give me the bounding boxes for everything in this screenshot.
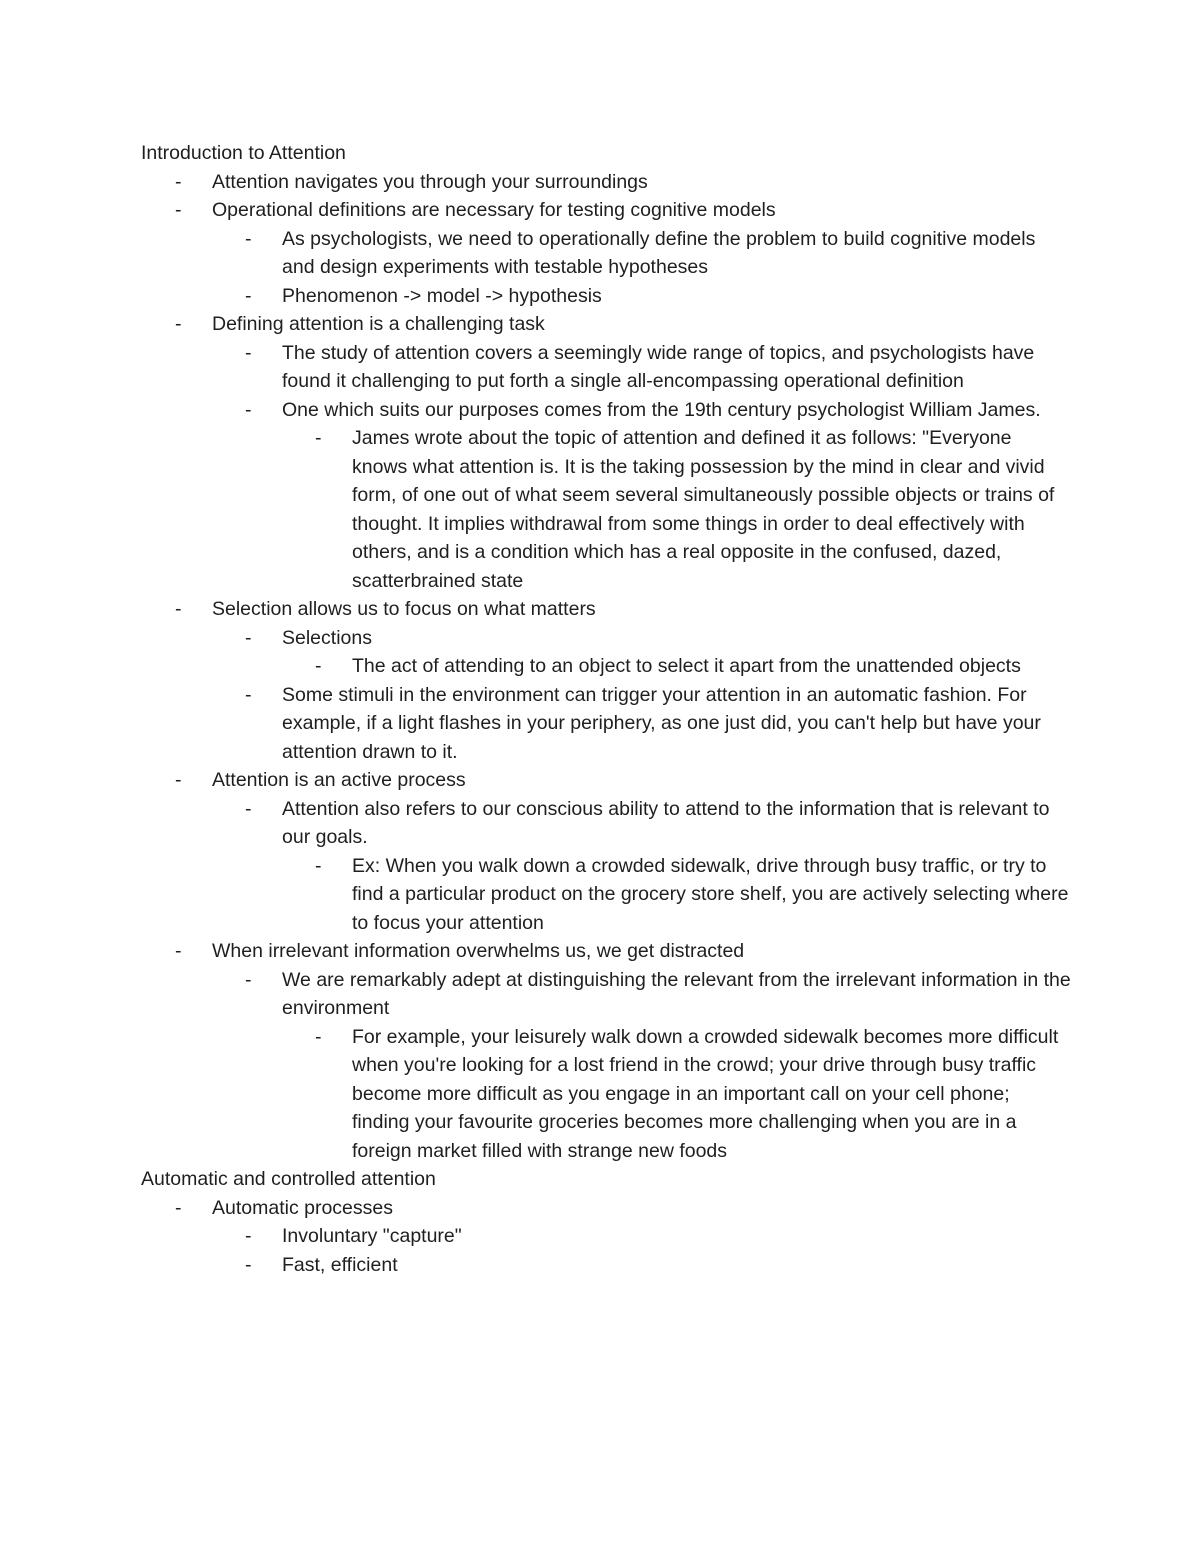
bullet-dash: - [175,940,182,962]
bullet-dash: - [175,1196,182,1219]
list-item-text: Attention also refers to our conscious ability to attend to the information that is relevant to our goals. [282,797,1050,848]
list-item [175,310,1071,595]
list-item [175,168,1071,197]
list-item-text: Phenomenon -> model -> hypothesis [282,284,602,307]
list-item-text: Selections [282,626,372,649]
bullet-dash: - [175,170,182,193]
list-item [315,652,1071,681]
bullet-dash: - [245,227,252,250]
bullet-dash: - [315,655,322,677]
list-item [245,966,1071,1166]
bullet-list-level-2 [212,795,1071,938]
outline-section [141,139,1071,1165]
section-heading: Introduction to Attention [141,142,346,164]
bullet-list-level-3 [282,852,1071,938]
bullet-dash: - [245,1225,252,1247]
list-item-text: Ex: When you walk down a crowded sidewalk, drive through busy traffic, or try to find a particular product on the grocery store shelf, you are actively selecting where to focus your attention [352,854,1069,934]
bullet-list-level-2 [212,966,1071,1166]
list-item [245,681,1071,767]
bullet-list-level-2 [212,225,1071,311]
list-item-text: When irrelevant information overwhelms us, we get distracted [212,940,745,962]
list-item [245,282,1071,311]
list-item [245,225,1071,282]
bullet-dash: - [245,797,252,820]
list-item [175,766,1071,937]
list-item [245,795,1071,938]
bullet-list-level-3 [282,652,1071,681]
list-item-text: Fast, efficient [282,1253,398,1276]
list-item [245,396,1071,596]
bullet-list-level-2 [212,339,1071,596]
list-item [175,595,1071,766]
list-item-text: Selection allows us to focus on what matters [212,598,596,620]
document-body [141,139,1071,1279]
section-heading: Automatic and controlled attention [141,1168,436,1190]
bullet-list-level-3 [282,424,1071,595]
bullet-dash: - [175,313,182,335]
outline-section [141,1165,1071,1279]
bullet-list-level-3 [282,1023,1071,1166]
list-item [315,852,1071,938]
bullet-dash: - [315,1025,322,1048]
list-item-text: Some stimuli in the environment can trigger your attention in an automatic fashion. For example, if a light flashes in your periphery, as one just did, you can't help but have your attention drawn to it. [282,683,1041,763]
bullet-list-level-2 [212,624,1071,767]
bullet-dash: - [175,769,182,791]
list-item-text: We are remarkably adept at distinguishing the relevant from the irrelevant information in the environment [282,968,1071,1019]
list-item-text: Attention navigates you through your surroundings [212,170,648,193]
list-item [315,424,1071,595]
bullet-list-level-1 [141,1194,1071,1280]
bullet-dash: - [245,1253,252,1276]
list-item-text: The study of attention covers a seemingly wide range of topics, and psychologists have found it challenging to put forth a single all-encompassing operational definition [282,341,1035,392]
bullet-list-level-1 [141,168,1071,1166]
list-item [175,196,1071,310]
list-item [245,1251,1071,1280]
bullet-dash: - [245,398,252,421]
list-item-text: Attention is an active process [212,769,466,791]
list-item-text: One which suits our purposes comes from the 19th century psychologist William James. [282,398,1041,421]
list-item [245,1222,1071,1251]
list-item-text: For example, your leisurely walk down a crowded sidewalk becomes more difficult when you're looking for a lost friend in the crowd; your drive through busy traffic become more difficult as you engage in an important call on your cell phone; finding your favourite groceries becomes more challenging when you are in a foreign market filled with strange new foods [352,1025,1059,1162]
list-item-text: The act of attending to an object to select it apart from the unattended objects [352,655,1021,677]
bullet-dash: - [245,626,252,649]
list-item-text: James wrote about the topic of attention and defined it as follows: "Everyone knows what attention is. It is the taking possession by the mind in clear and vivid form, of one out of what seem several simultaneously possible objects or trains of thought. It implies withdrawal from some things in order to deal effectively with others, and is a condition which has a real opposite in the confused, dazed, scatterbrained state [352,427,1055,592]
list-item [245,339,1071,396]
bullet-dash: - [245,341,252,364]
list-item-text: Automatic processes [212,1196,393,1219]
bullet-dash: - [315,854,322,877]
bullet-dash: - [245,968,252,991]
list-item [315,1023,1071,1166]
bullet-dash: - [245,284,252,307]
bullet-dash: - [175,598,182,620]
list-item [245,624,1071,681]
list-item [175,1194,1071,1280]
list-item-text: Involuntary "capture" [282,1225,462,1247]
bullet-dash: - [175,199,182,221]
bullet-list-level-2 [212,1222,1071,1279]
list-item [175,937,1071,1165]
list-item-text: Defining attention is a challenging task [212,313,545,335]
bullet-dash: - [245,683,252,706]
bullet-dash: - [315,427,322,449]
list-item-text: Operational definitions are necessary for testing cognitive models [212,199,776,221]
list-item-text: As psychologists, we need to operationally define the problem to build cognitive models and design experiments with testable hypotheses [282,227,1036,278]
